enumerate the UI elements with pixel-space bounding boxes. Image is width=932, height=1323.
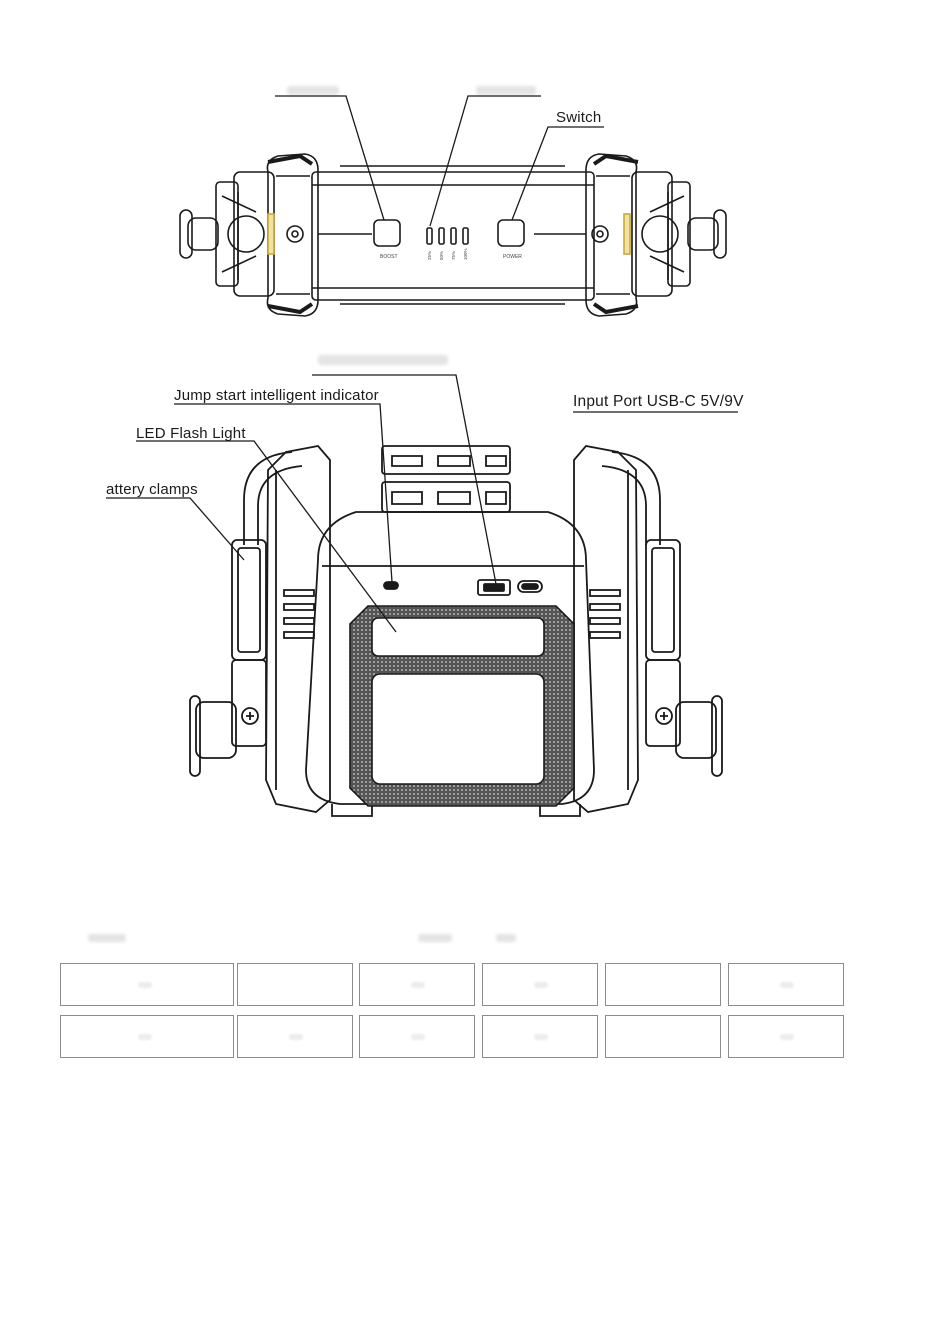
table-cell <box>605 1015 721 1058</box>
level-mark-2: 50% <box>439 250 444 260</box>
boost-button <box>374 220 400 246</box>
switch-label: Switch <box>556 109 602 126</box>
top-view-device <box>180 154 726 316</box>
led-flash-panel <box>350 606 574 806</box>
power-button <box>498 220 524 246</box>
level-mark-1: 25% <box>427 250 432 260</box>
table-cell <box>728 963 844 1006</box>
table-cell <box>60 963 234 1006</box>
power-mark: POWER <box>503 254 522 260</box>
table-cell <box>237 963 353 1006</box>
jump-indicator-label: Jump start intelligent indicator <box>174 387 379 404</box>
table-cell <box>482 963 598 1006</box>
table-cell <box>237 1015 353 1058</box>
table-cell <box>728 1015 844 1058</box>
table-cell <box>60 1015 234 1058</box>
table-cell <box>605 963 721 1006</box>
boost-mark: BOOST <box>380 254 398 260</box>
table-cell <box>359 963 475 1006</box>
clamps-label: attery clamps <box>106 481 198 498</box>
table-cell <box>359 1015 475 1058</box>
led-flash-label: LED Flash Light <box>136 425 246 442</box>
input-port-label: Input Port USB-C 5V/9V <box>573 393 744 410</box>
table-cell <box>482 1015 598 1058</box>
top-view-leaders <box>275 96 604 226</box>
level-mark-4: 100% <box>463 248 468 260</box>
spec-table <box>60 963 844 1059</box>
level-mark-3: 75% <box>451 250 456 260</box>
